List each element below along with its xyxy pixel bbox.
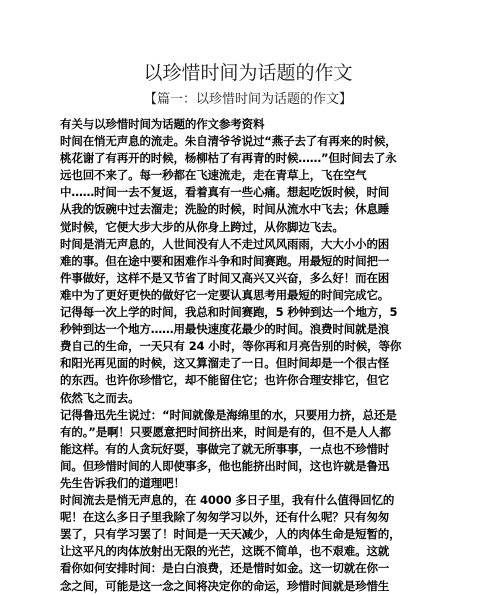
text-line: 秒钟到达一个地方……用最快速度花最少的时间。浪费时间就是浪 (60, 322, 390, 337)
text-line: 桃花谢了有再开的时候，杨柳枯了有再青的时候……”但时间去了永 (60, 151, 397, 166)
text-line: 远也回不来了。每一秒都在飞速流走，走在青草上，飞在空气 (60, 168, 367, 183)
text-line: 看你如何安排时间：是白白浪费，还是惜时如金。这一切就在你一 (60, 561, 390, 576)
text-line: 时间是消无声息的，人世间没有人不走过风风雨雨，大大小小的困 (60, 236, 390, 251)
text-line: 记得鲁迅先生说过：“时间就像是海绵里的水，只要用力挤，总还是 (60, 407, 397, 422)
section-heading: 【篇一：以珍惜时间为话题的作文】 (143, 92, 352, 107)
text-line: 难的事。但在途中要和困难作斗争和时间赛跑。用最短的时间把一 (60, 253, 390, 268)
text-line: 让这平凡的肉体放射出无限的光芒，这既不简单，也不艰难。这就 (60, 544, 390, 559)
text-line: 有的。”是啊！只要愿意把时间挤出来，时间是有的，但不是人人都 (60, 424, 391, 439)
text-line: 时间流去是悄无声息的，在 4000 多日子里，我有什么值得回忆的 (60, 493, 395, 508)
text-line: 时间在悄无声息的流走。朱自清爷爷说过“燕子去了有再来的时候， (60, 134, 397, 149)
text-line: 先生告诉我们的道理吧！ (60, 475, 185, 490)
document-body (60, 116, 440, 595)
text-line: 依然飞之而去。 (60, 390, 140, 405)
text-line: 从我的饭碗中过去溜走；洗脸的时候，时间从流水中飞去；休息睡 (60, 202, 390, 217)
text-line: 件事做好，这样不是又节省了时间又高兴又兴奋，多么好！而在困 (60, 270, 390, 285)
text-line: 罢了，只有学习罢了！时间是一天天减少，人的肉体生命是短暂的， (60, 527, 401, 542)
text-line: 念之间，可能是这一念之间将决定你的命运，珍惜时间就是珍惜生 (60, 578, 390, 593)
text-line: 间。但珍惜时间的人即使事多，他也能挤出时间，这也许就是鲁迅 (60, 458, 390, 473)
text-line: 中……时间一去不复返，看着真有一些心痛。想起吃饭时候，时间 (60, 185, 390, 200)
text-line: 的东西。也许你珍惜它，却不能留住它；也许你合理安排它，但它 (60, 373, 390, 388)
text-line: 和阳光再见面的时候，这又算溜走了一日。但时间却是一个很古怪 (60, 356, 390, 371)
text-line: 能这样。有的人贪玩好耍，事做完了就无所事事，一点也不珍惜时 (60, 441, 390, 456)
text-line: 记得每一次上学的时间，我总和时间赛跑，5 秒钟到达一个地方，5 (60, 305, 398, 320)
document-title: 以珍惜时间为话题的作文 (143, 62, 353, 84)
text-line: 有关与以珍惜时间为话题的作文参考资料 (60, 117, 265, 131)
text-line: 觉时候，它便大步大步的从你身上跨过，从你脚边飞去。 (60, 219, 344, 234)
text-line: 费自己的生命，一天只有 24 小时，等你再和月亮告别的时候，等你 (60, 339, 402, 354)
text-line: 难中为了更好更快的做好它一定要认真思考用最短的时间完成它。 (60, 287, 390, 302)
text-line: 呢！在这么多日子里我除了匆匆学习以外，还有什么呢？只有匆匆 (60, 510, 390, 525)
